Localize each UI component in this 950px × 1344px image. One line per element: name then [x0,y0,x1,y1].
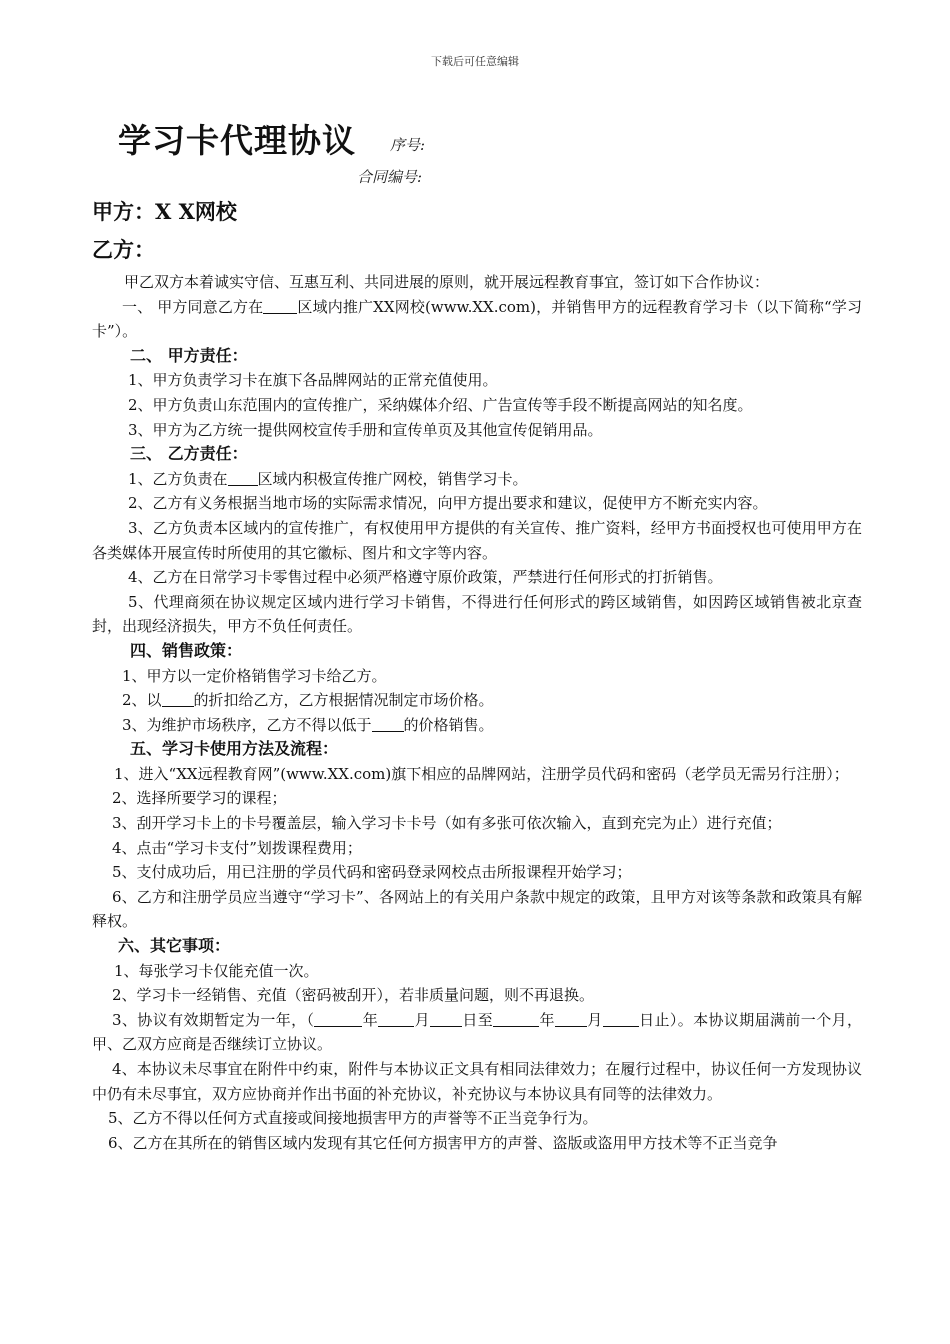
list-item: 2、乙方有义务根据当地市场的实际需求情况，向甲方提出要求和建议，促使甲方不断充实内容。 [128,494,768,513]
list-item: 1、甲方以一定价格销售学习卡给乙方。 [122,666,387,685]
blank-field [603,1010,639,1027]
blank-field [314,1010,362,1027]
list-item [92,713,862,738]
blank-field [378,1010,414,1027]
day-label: 日至 [461,1010,494,1029]
section-3-heading: 三、 乙方责任： [130,444,248,464]
list-item: 1、每张学习卡仅能充值一次。 [114,961,319,980]
section-2-heading: 二、 甲方责任： [130,345,248,365]
day-label: 日止）。本协议期届满前一个月，甲、乙双方应商是否继续订立协议。 [92,1010,862,1054]
list-item: 5、代理商须在协议规定区域内进行学习卡销售，不得进行任何形式的跨区域销售，如因跨区域销售被北京查封，出现经济损失，甲方不负任何责任。 [92,592,862,636]
list-item: 3、甲方为乙方统一提供网校宣传手册和宣传单页及其他宣传促销用品。 [128,420,603,439]
list-item [92,467,862,492]
list-item: 4、点击“学习卡支付”划拨课程费用； [112,838,362,857]
sec4-item2-pre: 2、以 [122,691,162,710]
blank-field [228,469,258,486]
section-6-heading: 六、其它事项： [118,936,231,956]
validity-text: 3、协议有效期暂定为一年，（ [112,1010,315,1029]
year-label: 年 [539,1010,555,1029]
party-b: 乙方： [92,237,155,262]
blank-field [430,1010,462,1027]
list-item: 6、乙方和注册学员应当遵守“学习卡”、各网站上的有关用户条款中规定的政策，且甲方对该等条款和政策具有解释权。 [92,887,862,931]
sec4-item3-post: 的价格销售。 [403,715,494,734]
list-item: 4、本协议未尽事宜在附件中约束，附件与本协议正文具有相同法律效力；在履行过程中，协议任何一方发现协议中仍有未尽事宜，双方应协商并作出书面的补充协议，补充协议与本协议具有同等的法律效力。 [92,1060,862,1103]
list-item [92,688,862,713]
agreement-body [92,270,862,1155]
list-item: 4、乙方在日常学习卡零售过程中必须严格遵守原价政策，严禁进行任何形式的打折销售。 [128,568,723,587]
list-item: 6、乙方在其所在的销售区域内发现有其它任何方损害甲方的声誉、盗版或盗用甲方技术等不正当竞争 [108,1133,778,1152]
party-a: 甲方：X X网校 [92,199,237,224]
list-item: 2、选择所要学习的课程； [112,789,287,808]
month-label: 月 [586,1010,603,1029]
clause-1-post: 区域内推广XX网校(www.XX.com)，并销售甲方的远程教育学习卡（以下简称“学习卡”）。 [92,297,862,341]
blank-field [372,715,404,732]
month-label: 月 [414,1010,430,1029]
sec3-item1-post: 区域内积极宣传推广网校，销售学习卡。 [257,469,528,488]
document-title: 学习卡代理协议 [118,121,356,160]
serial-number-label: 序号: [390,136,426,154]
section-4-heading: 四、销售政策： [130,640,243,660]
list-item: 3、乙方负责本区域内的宣传推广，有权使用甲方提供的有关宣传、推广资料，经甲方书面授权也可使用甲方在各类媒体开展宣传时所使用的其它徽标、图片和文字等内容。 [92,518,862,562]
blank-field [555,1010,587,1027]
contract-number-label: 合同编号: [357,168,423,186]
list-item: 5、乙方不得以任何方式直接或间接地损害甲方的声誉等不正当竞争行为。 [108,1109,598,1128]
blank-field [162,690,194,707]
list-item: 2、学习卡一经销售、充值（密码被刮开），若非质量问题，则不再退换。 [112,986,595,1005]
sec3-item1-pre: 1、乙方负责在 [128,469,228,488]
clause-1 [92,295,862,344]
header-note: 下载后可任意编辑 [431,55,519,68]
blank-field [263,297,297,314]
blank-field [493,1010,539,1027]
year-label: 年 [362,1010,379,1029]
list-item: 1、进入“XX远程教育网”(www.XX.com)旗下相应的品牌网站，注册学员代码和密码（老学员无需另行注册）； [114,764,849,783]
list-item: 1、甲方负责学习卡在旗下各品牌网站的正常充值使用。 [128,371,498,390]
clause-1-pre: 一、 甲方同意乙方在 [122,297,264,316]
list-item: 5、支付成功后，用已注册的学员代码和密码登录网校点击所报课程开始学习； [112,863,632,882]
sec4-item3-pre: 3、为维护市场秩序，乙方不得以低于 [122,715,372,734]
section-5-heading: 五、学习卡使用方法及流程： [130,739,339,759]
list-item [92,1008,862,1057]
list-item: 3、刮开学习卡上的卡号覆盖层，输入学习卡卡号（如有多张可依次输入，直到充完为止）进行充值； [112,814,782,833]
intro-paragraph: 甲乙双方本着诚实守信、互惠互利、共同进展的原则，就开展远程教育事宜，签订如下合作协议： [124,273,770,291]
sec4-item2-post: 的折扣给乙方，乙方根据情况制定市场价格。 [193,691,494,710]
list-item: 2、甲方负责山东范围内的宣传推广，采纳媒体介绍、广告宣传等手段不断提高网站的知名度。 [128,395,753,414]
